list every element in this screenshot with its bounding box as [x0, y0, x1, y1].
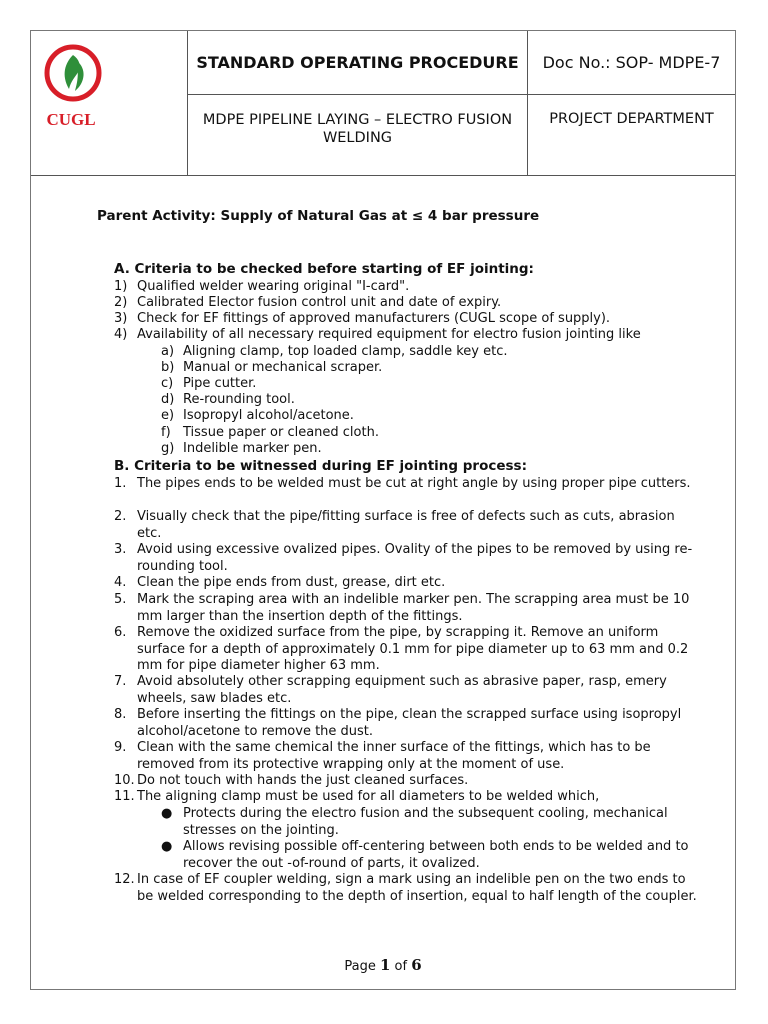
logo-cell — [31, 31, 188, 176]
page-total: 6 — [411, 956, 422, 974]
item-text: Re-rounding tool. — [183, 392, 295, 407]
document-page — [30, 30, 736, 990]
item-text: Do not touch with hands the just cleaned surfaces. — [137, 773, 469, 788]
item-text: Visually check that the pipe/fitting surface is free of defects such as cuts, abrasion etc. — [137, 509, 675, 541]
item-letter: e) — [161, 408, 175, 423]
item-number: 4) — [114, 327, 128, 342]
item-number: 8. — [114, 707, 127, 722]
item-text: Qualified welder wearing original "I-card". — [137, 279, 410, 294]
item-text: The aligning clamp must be used for all diameters to be welded which, — [137, 789, 600, 804]
item-text: Avoid absolutely other scrapping equipment such as abrasive paper, rasp, emery wheels, saw blades etc. — [137, 674, 667, 706]
item-number: 1) — [114, 279, 128, 294]
doc-subtitle: MDPE PIPELINE LAYING – ELECTRO FUSION WELDING — [188, 95, 528, 176]
header-table — [31, 31, 735, 176]
item-number: 3. — [114, 542, 127, 557]
doc-number: Doc No.: SOP- MDPE-7 — [528, 31, 735, 95]
department: PROJECT DEPARTMENT — [528, 95, 735, 176]
item-letter: g) — [161, 441, 175, 456]
item-text: Avoid using excessive ovalized pipes. Ovality of the pipes to be removed by using re-rounding tool. — [137, 542, 693, 574]
item-text: Protects during the electro fusion and the subsequent cooling, mechanical stresses on the jointing. — [183, 806, 668, 838]
item-text: Clean the pipe ends from dust, grease, dirt etc. — [137, 575, 446, 590]
section-b-heading: B. Criteria to be witnessed during EF jointing process: — [114, 458, 527, 474]
item-number: 11. — [114, 789, 135, 804]
item-text: Clean with the same chemical the inner surface of the fittings, which has to be removed from its protective wrapping only at the moment of use. — [137, 740, 651, 772]
item-letter: b) — [161, 360, 175, 375]
item-letter: a) — [161, 344, 175, 359]
item-number: 2. — [114, 509, 127, 524]
page-prefix: Page — [344, 959, 380, 974]
doc-title: STANDARD OPERATING PROCEDURE — [188, 31, 528, 95]
section-a-heading: A. Criteria to be checked before starting of EF jointing: — [114, 261, 534, 277]
cugl-logo — [31, 31, 188, 176]
item-text: The pipes ends to be welded must be cut at right angle by using proper pipe cutters. — [137, 476, 691, 491]
item-number: 10. — [114, 773, 135, 788]
item-number: 2) — [114, 295, 128, 310]
item-text: Allows revising possible off-centering between both ends to be welded and to recover the out -of-round of parts, it ovalized. — [183, 839, 689, 871]
item-number: 4. — [114, 575, 127, 590]
item-text: Remove the oxidized surface from the pipe, by scrapping it. Remove an uniform surface for a depth of approximately 0.1 mm for pipe diameter up to 63 mm and 0.2 mm for pipe diameter higher 63 mm. — [137, 625, 689, 673]
item-text: Before inserting the fittings on the pipe, clean the scrapped surface using isopropyl alcohol/acetone to remove the dust. — [137, 707, 682, 739]
item-number: 1. — [114, 476, 127, 491]
item-letter: f) — [161, 425, 171, 440]
item-number: 3) — [114, 311, 128, 326]
logo-text: CUGL — [46, 110, 96, 129]
item-text: Pipe cutter. — [183, 376, 257, 391]
item-number: 6. — [114, 625, 127, 640]
item-text: Isopropyl alcohol/acetone. — [183, 408, 354, 423]
item-letter: c) — [161, 376, 174, 391]
item-letter: d) — [161, 392, 175, 407]
bullet-icon: ● — [161, 839, 173, 854]
item-text: Availability of all necessary required equipment for electro fusion jointing like — [137, 327, 641, 342]
item-text: Check for EF fittings of approved manufacturers (CUGL scope of supply). — [137, 311, 611, 326]
page-of: of — [390, 959, 412, 974]
page-number: 1 — [379, 956, 391, 974]
item-text: Tissue paper or cleaned cloth. — [183, 425, 379, 440]
item-text: Calibrated Elector fusion control unit and date of expiry. — [137, 295, 502, 310]
parent-activity: Parent Activity: Supply of Natural Gas at ≤ 4 bar pressure — [97, 208, 540, 224]
page-footer — [31, 956, 735, 974]
item-number: 9. — [114, 740, 127, 755]
item-text: Manual or mechanical scraper. — [183, 360, 383, 375]
bullet-icon: ● — [161, 806, 173, 821]
item-text: Mark the scraping area with an indelible marker pen. The scrapping area must be 10 mm larger than the insertion depth of the fittings. — [137, 592, 690, 624]
item-text: Aligning clamp, top loaded clamp, saddle key etc. — [183, 344, 508, 359]
item-number: 12. — [114, 872, 135, 887]
item-text: In case of EF coupler welding, sign a mark using an indelible pen on the two ends to be welded corresponding to the depth of insertion, equal to half length of the coupler. — [137, 872, 697, 904]
item-number: 5. — [114, 592, 127, 607]
item-text: Indelible marker pen. — [183, 441, 322, 456]
item-number: 7. — [114, 674, 127, 689]
